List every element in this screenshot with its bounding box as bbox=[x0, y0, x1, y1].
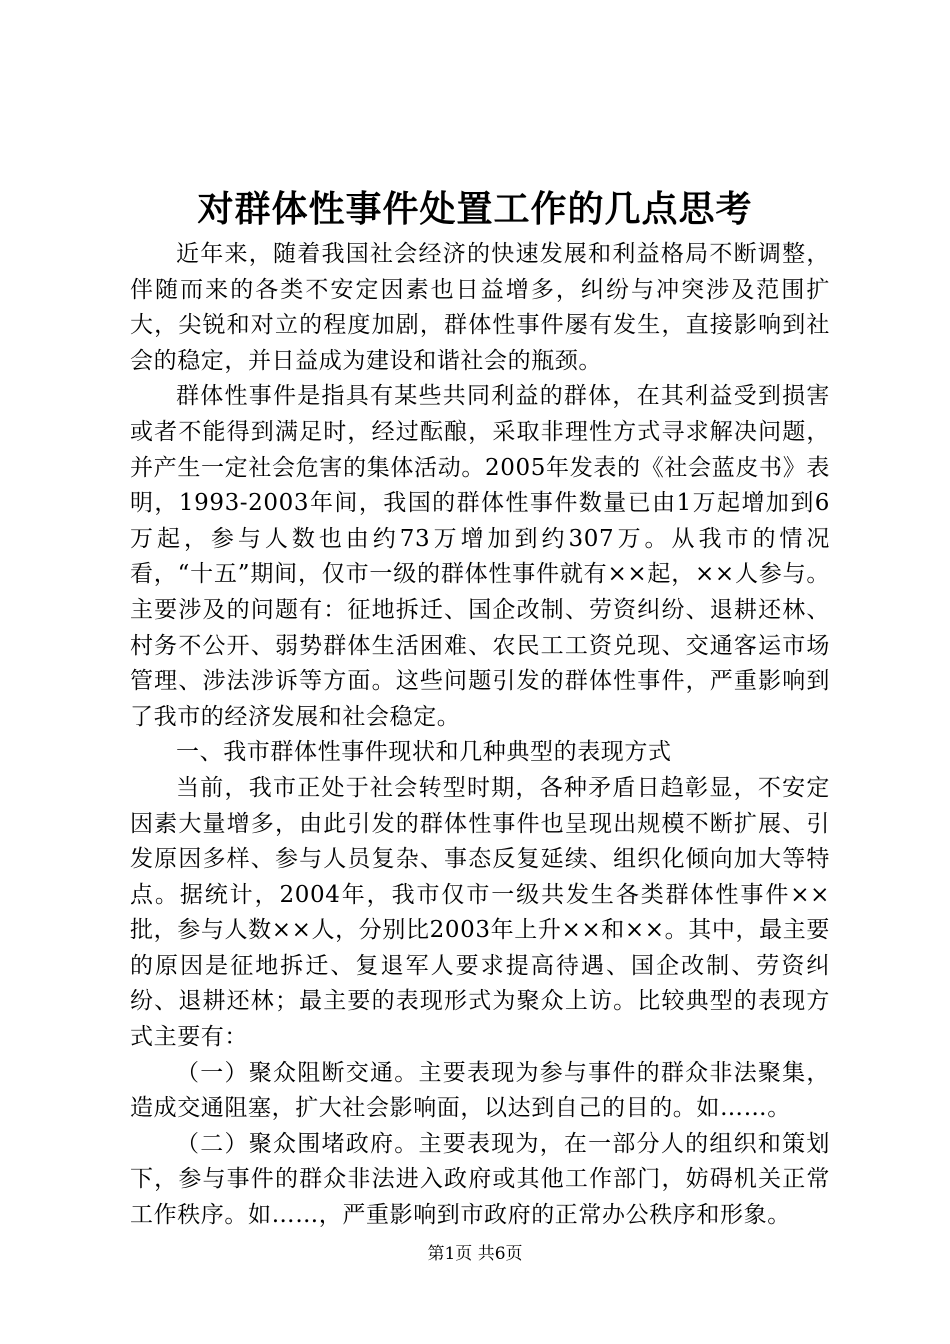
page-number-footer: 第1页 共6页 bbox=[427, 1244, 523, 1264]
section-heading-1: 一、我市群体性事件现状和几种典型的表现方式 bbox=[176, 739, 672, 766]
paragraph-item-2: （二）聚众围堵政府。主要表现为，在一部分人的组织和策划下，参与事件的群众非法进入政府或其他工作部门，妨碍机关正常工作秩序。如……，严重影响到市政府的正常办公秩序和形象。 bbox=[130, 1130, 830, 1229]
paragraph-intro: 近年来，随着我国社会经济的快速发展和利益格局不断调整，伴随而来的各类不安定因素也日益增多，纠纷与冲突涉及范围扩大，尖锐和对立的程度加剧，群体性事件屡有发生，直接影响到社会的稳定，并日益成为建设和谐社会的瓶颈。 bbox=[130, 241, 830, 374]
document-body bbox=[130, 237, 830, 1234]
paragraph-current-situation: 当前，我市正处于社会转型时期，各种矛盾日趋彰显，不安定因素大量增多，由此引发的群体性事件也呈现出规模不断扩展、引发原因多样、参与人员复杂、事态反复延续、组织化倾向加大等特点。据统计，2004年，我市仅市一级共发生各类群体性事件××批，参与人数××人，分别比2003年上升××和××。其中，最主要的原因是征地拆迁、复退军人要求提高待遇、国企改制、劳资纠纷、退耕还林；最主要的表现形式为聚众上访。比较典型的表现方式主要有： bbox=[130, 774, 830, 1051]
paragraph-definition: 群体性事件是指具有某些共同利益的群体，在其利益受到损害或者不能得到满足时，经过酝酿，采取非理性方式寻求解决问题，并产生一定社会危害的集体活动。2005年发表的《社会蓝皮书》表明，1993-2003年间，我国的群体性事件数量已由1万起增加到6万起，参与人数也由约73万增加到约307万。从我市的情况看，“十五”期间，仅市一级的群体性事件就有××起，××人参与。主要涉及的问题有：征地拆迁、国企改制、劳资纠纷、退耕还林、村务不公开、弱势群体生活困难、农民工工资兑现、交通客运市场管理、涉法涉诉等方面。这些问题引发的群体性事件，严重影响到了我市的经济发展和社会稳定。 bbox=[130, 383, 830, 730]
document-title: 对群体性事件处置工作的几点思考 bbox=[197, 188, 753, 230]
paragraph-item-1: （一）聚众阻断交通。主要表现为参与事件的群众非法聚集，造成交通阻塞，扩大社会影响面，以达到自己的目的。如……。 bbox=[130, 1059, 830, 1122]
